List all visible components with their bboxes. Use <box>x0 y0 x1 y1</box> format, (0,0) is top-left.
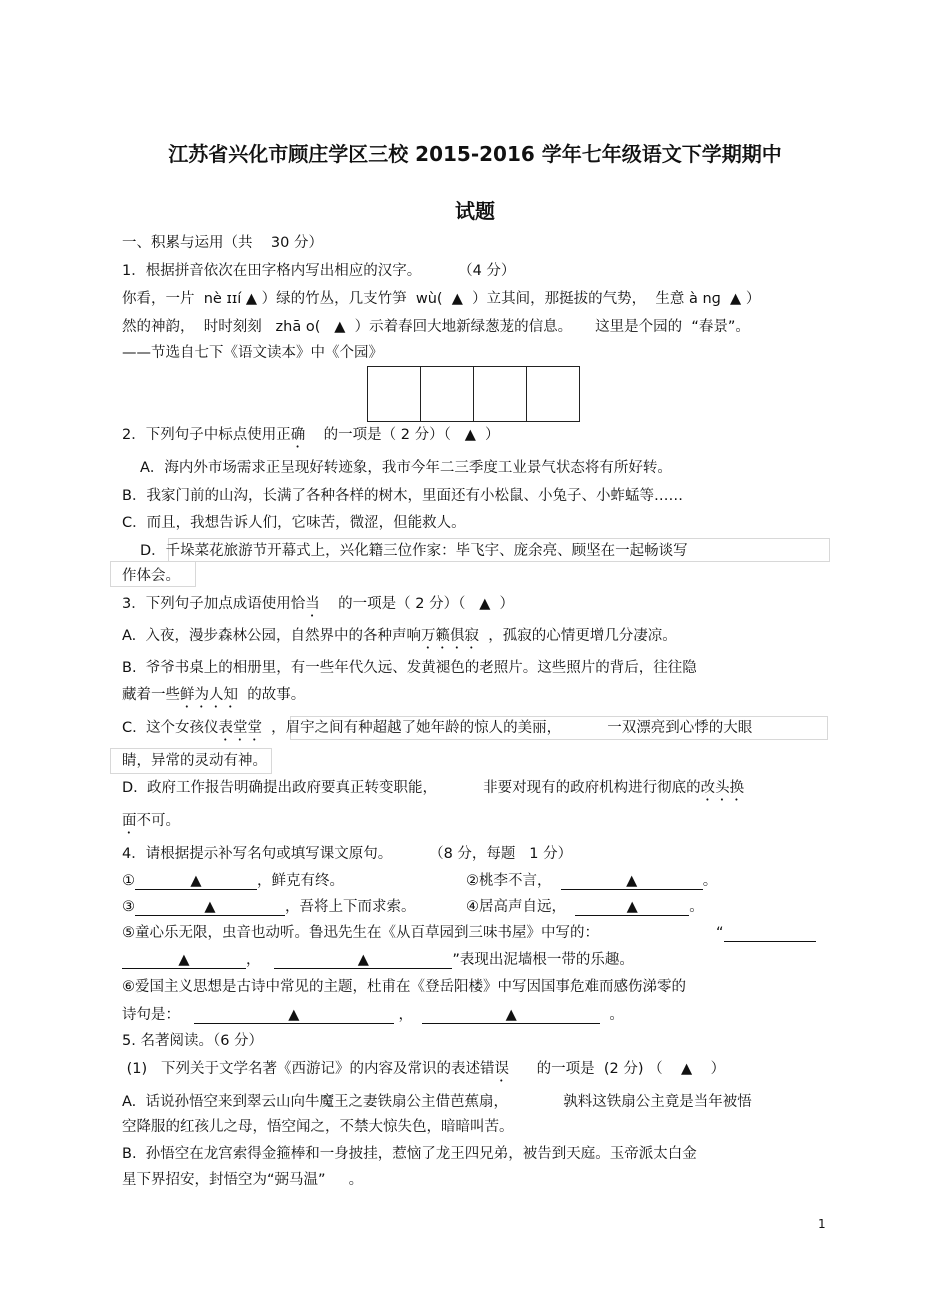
q2-option-d-line1: D．千垛菜花旅游节开幕式上，兴化籍三位作家：毕飞宇、庞余亮、顾坚在一起畅谈写 <box>140 543 688 559</box>
q5-option-b-line1: B. 孙悟空在龙宫索得金箍棒和一身披挂，惹恼了龙王四兄弟，被告到天庭。玉帝派太白金 <box>122 1146 697 1162</box>
q2-stem-dot: 确 <box>290 427 306 443</box>
q4-tail5: ”表现出泥墙根一带的乐趣。 <box>452 952 634 968</box>
answer-blank[interactable]: ▲ <box>561 873 703 890</box>
q3-d-tail: 不可。 <box>136 813 180 829</box>
q5-sub1-a: (1) 下列关于文学名著《西游记》的内容及常识的表述错 <box>122 1061 495 1077</box>
q3-d-text: D. 政府工作报告明确提出政府要真正转变职能， 非要对现有的政府机构进行彻底的 <box>122 780 701 796</box>
q2-option-c: C．而且，我想告诉人们，它味苦，微涩，但能救人。 <box>122 515 466 531</box>
q2-option-b: B．我家门前的山沟，长满了各种各样的树木，里面还有小松鼠、小兔子、小蚱蜢等…… <box>122 488 683 504</box>
q3-c-text: C. 这个女孩仪 <box>122 720 219 736</box>
q4-text4b: 。 <box>689 899 704 915</box>
q4-item3 <box>122 898 416 916</box>
q4-stem: 4．请根据提示补写名句或填写课文原句。 （8 分，每题 1 分） <box>122 846 573 862</box>
q1-text-line1: 你看，一片 nè ɪɪí ▲ ）绿的竹丛，几支竹笋 wù( ▲ ）立其间，那挺拔的气势， 生意 à nɡ ▲ ） <box>122 291 761 307</box>
q4-text1: ，鲜克有终。 <box>257 873 344 889</box>
q3-option-b-line2 <box>122 686 305 711</box>
grid-cell[interactable] <box>367 366 421 422</box>
answer-blank[interactable]: ▲ <box>135 873 257 890</box>
doc-title-line2: 试题 <box>455 199 495 223</box>
q3-d-idiom-a: 改头换 <box>700 780 745 796</box>
grid-cell[interactable] <box>420 366 474 422</box>
q3-b-text: 藏着一些 <box>122 687 180 703</box>
character-grid[interactable] <box>368 366 580 422</box>
q3-option-b-line1: B. 爷爷书桌上的相册里，有一些年代久远、发黄褪色的老照片。这些照片的背后，往往隐 <box>122 660 697 676</box>
q3-option-c-line1 <box>122 719 752 744</box>
q4-item5-line1: ⑤童心乐无限，虫音也动听。鲁迅先生在《从百草园到三味书屋》中写的： <box>122 925 599 941</box>
q4-item6-line2 <box>122 1006 624 1024</box>
q2-option-d-line2: 作体会。 <box>122 568 180 584</box>
q3-stem <box>122 595 514 620</box>
answer-blank[interactable]: ▲ <box>422 1007 600 1024</box>
q5-sub1-dot: 误 <box>494 1061 509 1077</box>
q4-text3: ，吾将上下而求索。 <box>285 899 416 915</box>
q4-poem-label: 诗句是： <box>122 1007 180 1023</box>
q5-sub1-stem <box>122 1060 725 1085</box>
q4-text4a: ④居高声自远， <box>466 899 566 915</box>
answer-blank[interactable]: ▲ <box>194 1007 394 1024</box>
q4-item5-line2 <box>122 951 634 969</box>
answer-blank[interactable]: ▲ <box>135 899 285 916</box>
q3-a-idiom: 万籁俱寂 <box>421 628 479 644</box>
answer-blank[interactable]: ▲ <box>122 952 246 969</box>
q2-stem-b: 的一项是（ 2 分）（ ▲ ） <box>305 427 500 443</box>
q5-option-a-line1: A. 话说孙悟空来到翠云山向牛魔王之妻铁扇公主借芭蕉扇， 孰料这铁扇公主竟是当年被悟 <box>122 1094 752 1110</box>
q4-num1: ① <box>122 873 135 889</box>
q3-option-d-line2 <box>122 812 180 837</box>
q4-text2a: ②桃李不言， <box>466 873 552 889</box>
q3-b-tail: 的故事。 <box>238 687 306 703</box>
q1-source: ——节选自七下《语文读本》中《个园》 <box>122 345 383 361</box>
q3-d-idiom-b: 面 <box>122 813 137 829</box>
q3-c-tail: ，眉宇之间有种超越了她年龄的惊人的美丽， 一双漂亮到心悸的大眼 <box>261 720 753 736</box>
answer-blank[interactable] <box>724 925 816 942</box>
q3-option-d-line1 <box>122 779 744 804</box>
q4-item4 <box>466 898 704 916</box>
q4-comma5: ， <box>246 952 261 968</box>
q1-stem: 1．根据拼音依次在田字格内写出相应的汉字。 （4 分） <box>122 263 516 279</box>
q4-comma6: ， <box>398 1007 413 1023</box>
section-heading: 一、积累与运用（共 30 分） <box>122 235 323 251</box>
q1-text-line2: 然的神韵， 时时刻刻 zhā o( ▲ ）示着春回大地新绿葱茏的信息。 这里是个园的 “春景”。 <box>122 319 750 335</box>
q3-a-text: A. 入夜，漫步森林公园，自然界中的各种声响 <box>122 628 421 644</box>
q4-quote-open: “ <box>716 925 724 941</box>
q2-stem-a: 2．下列句子中标点使用正 <box>122 427 291 443</box>
q4-item6-line1: ⑥爱国主义思想是古诗中常见的主题，杜甫在《登岳阳楼》中写因国事危难而感伤涕零的 <box>122 979 686 995</box>
q4-num3: ③ <box>122 899 135 915</box>
page-number: 1 <box>818 1217 826 1231</box>
q5-stem: 5. 名著阅读。（6 分） <box>122 1033 264 1049</box>
q4-text2b: 。 <box>702 873 718 889</box>
q3-option-c-line2: 睛，异常的灵动有神。 <box>122 753 267 769</box>
q3-stem-a: 3．下列句子加点成语使用恰 <box>122 596 306 612</box>
q2-stem <box>122 426 500 451</box>
q3-stem-dot: 当 <box>305 596 320 612</box>
grid-cell[interactable] <box>473 366 527 422</box>
q3-option-a <box>122 627 677 652</box>
q4-item2 <box>466 872 717 890</box>
answer-blank[interactable]: ▲ <box>274 952 452 969</box>
q3-stem-b: 的一项是（ 2 分）（ ▲ ） <box>319 596 515 612</box>
q3-a-tail: ，孤寂的心情更增几分凄凉。 <box>479 628 677 644</box>
q4-item5-quote <box>716 924 816 942</box>
q4-end6: 。 <box>609 1007 624 1023</box>
q2-option-a: A．海内外市场需求正呈现好转迹象，我市今年二三季度工业景气状态将有所好转。 <box>140 460 672 476</box>
grid-cell[interactable] <box>526 366 580 422</box>
answer-blank[interactable]: ▲ <box>575 899 689 916</box>
q3-b-idiom: 鲜为人知 <box>180 687 238 703</box>
doc-title-line1: 江苏省兴化市顾庄学区三校 2015-2016 学年七年级语文下学期期中 <box>168 142 782 166</box>
q5-sub1-b: 的一项是 (2 分) （ ▲ ） <box>508 1061 726 1077</box>
q3-c-idiom: 表堂堂 <box>218 720 262 736</box>
q5-option-a-line2: 空降服的红孩儿之母，悟空闻之，不禁大惊失色，暗暗叫苦。 <box>122 1119 514 1135</box>
q4-item1 <box>122 872 344 890</box>
q5-option-b-line2: 星下界招安，封悟空为“弼马温” 。 <box>122 1172 364 1188</box>
